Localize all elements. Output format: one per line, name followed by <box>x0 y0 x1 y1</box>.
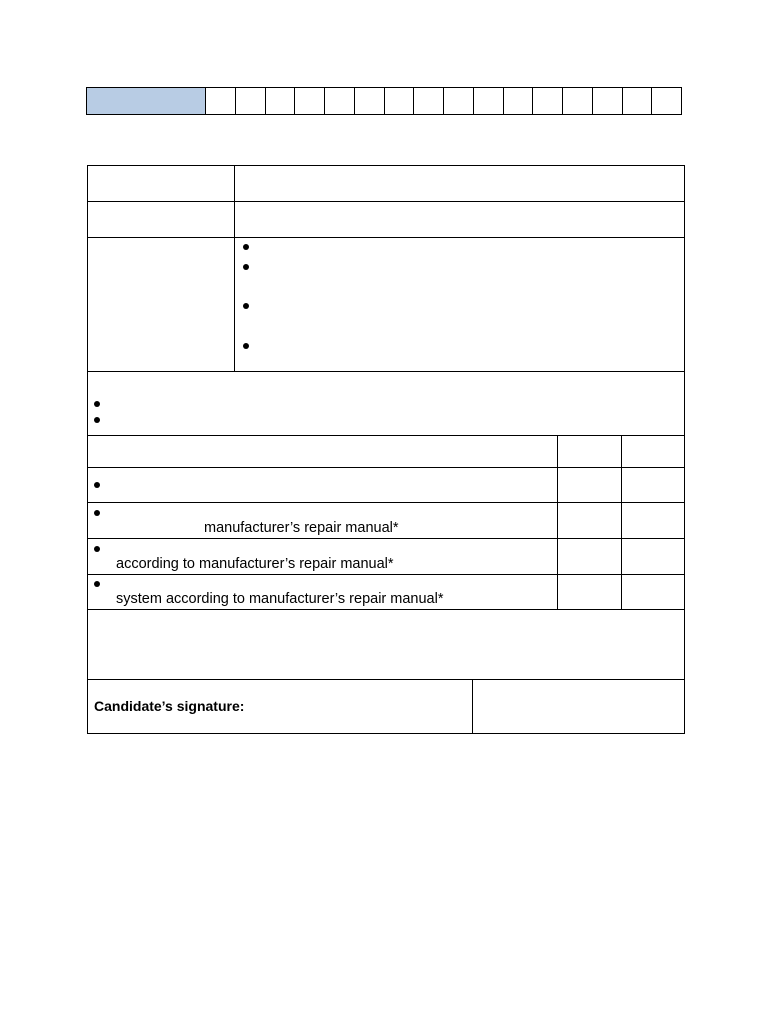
column-divider <box>234 165 235 371</box>
row-divider <box>87 538 685 539</box>
bullet-icon <box>94 401 100 407</box>
header-cell <box>474 88 504 114</box>
header-cell <box>533 88 563 114</box>
row-divider <box>87 435 685 436</box>
assessment-table <box>87 165 685 734</box>
header-cell <box>444 88 474 114</box>
header-cell <box>355 88 385 114</box>
bullet-icon <box>243 303 249 309</box>
row-divider <box>87 467 685 468</box>
row-divider <box>87 237 685 238</box>
header-cell <box>206 88 236 114</box>
header-cell <box>593 88 623 114</box>
column-divider <box>472 679 473 734</box>
bullet-icon <box>94 482 100 488</box>
column-divider <box>621 435 622 609</box>
header-cell <box>623 88 653 114</box>
criterion-text: manufacturer’s repair manual* <box>204 520 399 536</box>
row-divider <box>87 679 685 680</box>
header-cell <box>266 88 296 114</box>
bullet-icon <box>243 343 249 349</box>
bullet-icon <box>94 510 100 516</box>
column-divider <box>557 435 558 609</box>
row-divider <box>87 201 685 202</box>
row-divider <box>87 502 685 503</box>
row-divider <box>87 371 685 372</box>
header-shaded-cell <box>87 88 206 114</box>
row-divider <box>87 574 685 575</box>
bullet-icon <box>243 244 249 250</box>
header-cell <box>652 88 681 114</box>
header-cell-strip <box>86 87 682 115</box>
header-cell <box>236 88 266 114</box>
criterion-text: according to manufacturer’s repair manual* <box>116 556 394 572</box>
bullet-icon <box>243 264 249 270</box>
candidate-signature-label: Candidate’s signature: <box>94 698 245 714</box>
header-cell <box>325 88 355 114</box>
row-divider <box>87 609 685 610</box>
header-cell <box>504 88 534 114</box>
header-cell <box>295 88 325 114</box>
bullet-icon <box>94 417 100 423</box>
header-cell <box>563 88 593 114</box>
bullet-icon <box>94 581 100 587</box>
header-cell <box>385 88 415 114</box>
criterion-text: system according to manufacturer’s repair manual* <box>116 591 444 607</box>
bullet-icon <box>94 546 100 552</box>
header-cell <box>414 88 444 114</box>
